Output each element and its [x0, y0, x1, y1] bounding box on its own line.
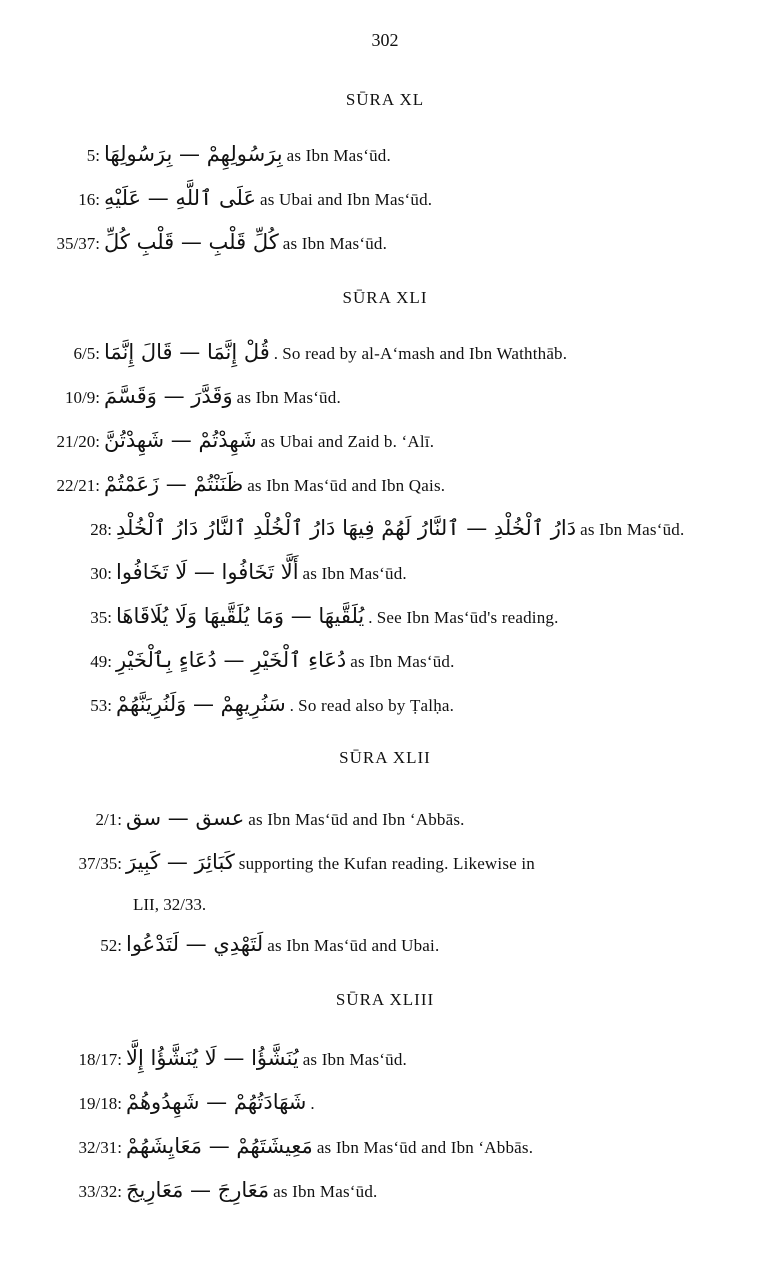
verse-ref: 6/5:	[73, 344, 100, 363]
verse-ref: 2/1:	[95, 810, 122, 829]
reading-entry	[40, 230, 387, 256]
reading-entry	[40, 1178, 377, 1204]
variant-note: as Ubai and Ibn Mas‘ūd.	[260, 190, 433, 209]
variant-note: supporting the Kufan reading. Likewise in	[238, 854, 535, 873]
variant-note: as Ibn Mas‘ūd.	[286, 146, 391, 165]
variant-note: as Ibn Mas‘ūd.	[236, 388, 341, 407]
reading-entry	[40, 472, 445, 498]
reading-entry	[40, 850, 535, 876]
variant-note: as Ibn Mas‘ūd and Ibn Qais.	[247, 476, 446, 495]
arabic-variant: لَتَهْدِي — لَتَدْعُوا	[126, 932, 264, 956]
verse-ref: 30:	[90, 564, 112, 583]
variant-note: as Ibn Mas‘ūd.	[302, 1050, 407, 1069]
arabic-variant: يُنَشَّؤُا — لَا يُنَشَّؤُا إِلَّا	[126, 1046, 299, 1070]
variant-note: as Ubai and Zaid b. ‘Alī.	[260, 432, 435, 451]
verse-ref: 33/32:	[78, 1182, 122, 1201]
reading-entry	[40, 932, 439, 958]
arabic-variant: دُعَاءِ ٱلْخَيْرِ — دُعَاءٍ بِٱلْخَيْرِ	[116, 648, 347, 672]
arabic-variant: شَهِدْتُمْ — شَهِدْتُنَّ	[104, 428, 257, 452]
arabic-variant: دَارُ ٱلْخُلْدِ — ٱلنَّارُ لَهُمْ فِيهَا دَارُ ٱلْخُلْدِ ٱلنَّارُ دَارُ ٱلْخُلْدِ	[116, 516, 577, 540]
reading-entry	[40, 428, 434, 454]
variant-note: as Ibn Mas‘ūd and Ibn ‘Abbās.	[316, 1138, 534, 1157]
verse-ref: 5:	[86, 146, 100, 165]
page-number: 302	[371, 30, 399, 50]
verse-ref: 19/18:	[78, 1094, 122, 1113]
verse-ref: 16:	[78, 190, 100, 209]
variant-note: as Ibn Mas‘ūd.	[282, 234, 388, 253]
verse-ref: 32/31:	[78, 1138, 122, 1157]
verse-ref: 35/37:	[56, 234, 100, 253]
reading-entry	[40, 1134, 533, 1160]
variant-note: as Ibn Mas‘ūd and Ubai.	[267, 936, 440, 955]
section-heading: SŪRA XLIII	[335, 990, 435, 1009]
verse-ref: 52:	[100, 936, 122, 955]
arabic-variant: كَبَائِرَ — كَبِيرَ	[126, 850, 235, 874]
section-heading: SŪRA XLI	[342, 288, 428, 307]
reading-entry	[40, 604, 559, 630]
arabic-variant: مَعِيشَتَهُمْ — مَعَايِشَهُمْ	[126, 1134, 313, 1158]
variant-note: as Ibn Mas‘ūd and Ibn ‘Abbās.	[248, 810, 465, 829]
section-heading: SŪRA XLII	[339, 748, 431, 767]
variant-note: . So read by al-A‘mash and Ibn Waththāb.	[273, 344, 568, 363]
reading-entry	[40, 384, 341, 410]
arabic-variant: عَلَى ٱللَّهِ — عَلَيْهِ	[104, 186, 257, 210]
reading-entry	[40, 1046, 407, 1072]
reading-entry	[40, 560, 407, 586]
verse-ref: 21/20:	[56, 432, 100, 451]
verse-ref: 53:	[90, 696, 112, 715]
verse-ref: 22/21:	[56, 476, 100, 495]
reading-entry	[40, 648, 455, 674]
reading-entry	[40, 186, 432, 212]
reading-entry	[40, 806, 465, 832]
reading-entry	[40, 692, 454, 718]
arabic-variant: كُلِّ قَلْبِ — قَلْبِ كُلِّ	[104, 230, 279, 254]
variant-note: as Ibn Mas‘ūd.	[580, 520, 685, 539]
verse-ref: 10/9:	[65, 388, 100, 407]
variant-note: .	[310, 1094, 315, 1113]
reading-entry	[40, 1090, 315, 1116]
arabic-variant: ظَنَنْتُمْ — زَعَمْتُمْ	[104, 472, 244, 496]
continuation-line: LII, 32/33.	[133, 895, 207, 914]
verse-ref: 49:	[90, 652, 112, 671]
verse-ref: 18/17:	[78, 1050, 122, 1069]
arabic-variant: وَقَدَّرَ — وَقَسَّمَ	[104, 384, 233, 408]
variant-note: as Ibn Mas‘ūd.	[273, 1182, 378, 1201]
reading-entry	[40, 340, 567, 366]
reading-entry	[40, 516, 684, 542]
reading-entry	[40, 142, 391, 168]
variant-note: . See Ibn Mas‘ūd's reading.	[368, 608, 559, 627]
verse-ref: 28:	[90, 520, 112, 539]
variant-note: as Ibn Mas‘ūd.	[302, 564, 407, 583]
arabic-variant: يُلَقَّيهَا — وَمَا يُلَقَّيهَا وَلَا يُلَاقَاهَا	[116, 604, 365, 628]
arabic-variant: قُلْ إِنَّمَا — قَالَ إِنَّمَا	[104, 340, 270, 364]
arabic-variant: شَهَادَتُهُمْ — شَهِدُوهُمْ	[126, 1090, 307, 1114]
arabic-variant: مَعَارِجَ — مَعَارِيجَ	[126, 1178, 270, 1202]
variant-note: . So read also by Ṭalḥa.	[289, 696, 455, 715]
arabic-variant: سَنُرِيهِمْ — وَلَنُرِيَنَّهُمْ	[116, 692, 286, 716]
section-heading: SŪRA XL	[345, 90, 425, 109]
verse-ref: 35:	[90, 608, 112, 627]
variant-note: as Ibn Mas‘ūd.	[350, 652, 455, 671]
arabic-variant: أَلَّا تَخَافُوا — لَا تَخَافُوا	[116, 560, 299, 584]
arabic-variant: بِرَسُولِهِمْ — بِرَسُولِهَا	[104, 142, 283, 166]
arabic-variant: عسق — سق	[126, 806, 245, 830]
verse-ref: 37/35:	[78, 854, 122, 873]
